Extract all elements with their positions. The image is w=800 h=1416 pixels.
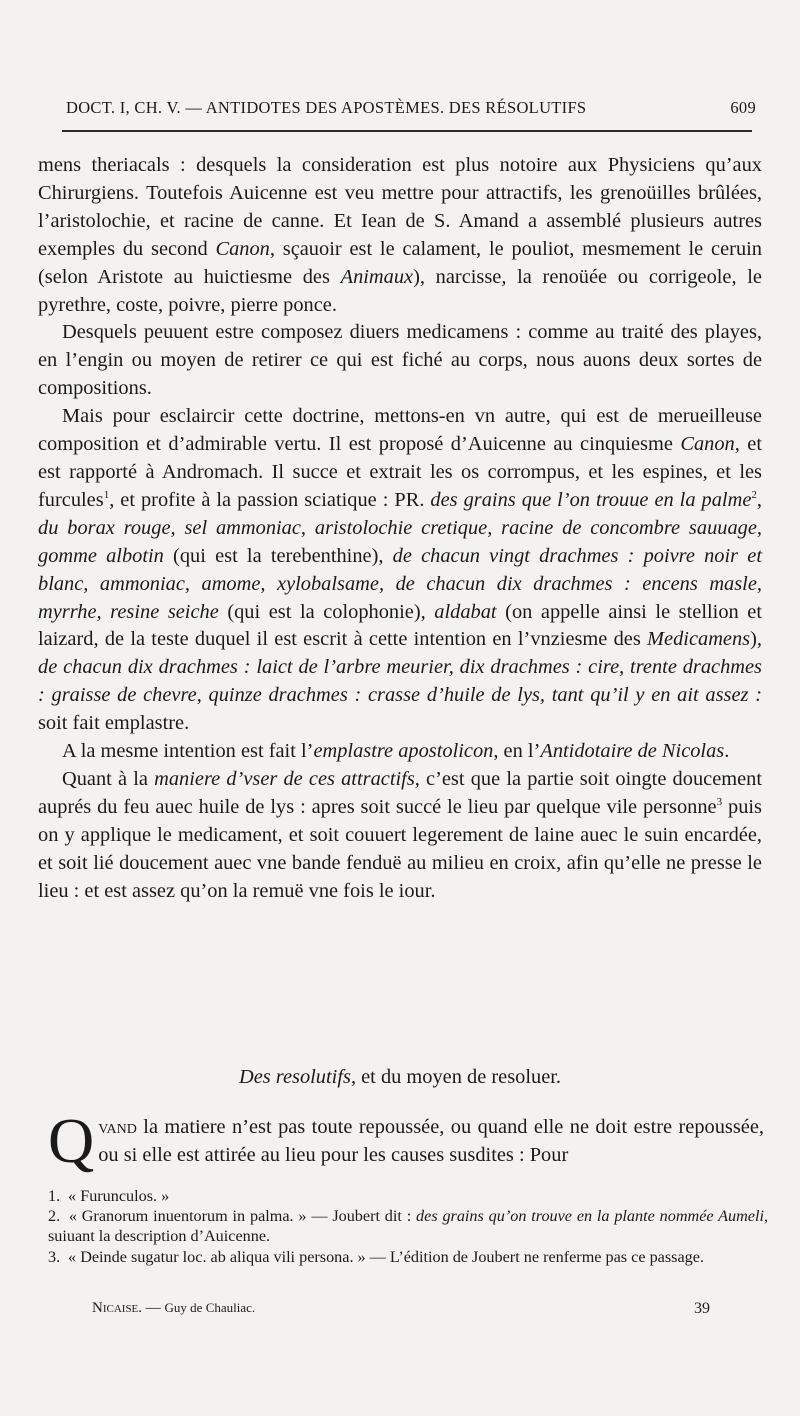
- footnotes: [48, 1186, 768, 1267]
- footer-dash: —: [145, 1300, 161, 1316]
- main-text: [38, 152, 762, 905]
- section-heading: Des resolutifs, et du moyen de resoluer.: [238, 1066, 562, 1088]
- paragraph-1: mens theriacals : desquels la consideration est plus notoire aux Physiciens qu’aux Chirurgiens. Toutefois Auicenne est veu mettre pour attractifs, les grenoüilles brûlées, l’aristolochie, et racine de canne. Et Iean de S. Amand a assemblé plusieurs autres exemples du second Canon, sçauoir est le calament, le pouliot, mesmement le ceruin (selon Aristote au huictiesme des Animaux), narcisse, la renoüée ou corrigeole, le pyrethre, coste, poivre, pierre ponce.: [38, 154, 762, 316]
- page-footer: [92, 1300, 710, 1317]
- footnote-ref-3[interactable]: 3: [716, 795, 723, 808]
- paragraph-4: A la mesme intention est fait l’emplastre apostolicon, en l’Antidotaire de Nicolas.: [62, 740, 730, 763]
- section-2-text: Qvand la matiere n’est pas toute repoussée, ou quand elle ne doit estre repoussée, ou si elle est attirée au lieu pour les causes susdites : Pour: [48, 1105, 764, 1176]
- footnote-2: 2. « Granorum inuentorum in palma. » — Joubert dit : des grains qu’on trouve en la plante nommée Aumeli, suiuant la description d’Auicenne.: [48, 1207, 768, 1246]
- running-title: DOCT. I, CH. V. — ANTIDOTES DES APOSTÈMES. DES RÉSOLUTIFS: [66, 98, 587, 117]
- header-rule: [62, 130, 752, 132]
- signature-mark: 39: [694, 1300, 710, 1317]
- footnote-ref-2[interactable]: 2: [751, 488, 757, 501]
- footer-author: Nicaise.: [92, 1300, 143, 1316]
- drop-cap: Q: [48, 1105, 95, 1176]
- footnote-1: 1. « Furunculos. »: [48, 1187, 170, 1205]
- running-header: [66, 98, 756, 118]
- footer-title: Guy de Chauliac.: [164, 1300, 256, 1315]
- page-number: 609: [730, 98, 756, 117]
- footnote-ref-1[interactable]: 1: [103, 488, 110, 501]
- footnote-3: 3. « Deinde sugatur loc. ab aliqua vili persona. » — L’édition de Joubert ne renferme pas ce passage.: [48, 1247, 704, 1266]
- paragraph-2: Desquels peuuent estre composez diuers medicamens : comme au traité des playes, en l’engin ou moyen de retirer ce qui est fiché au corps, nous auons deux sortes de compositions.: [38, 321, 762, 400]
- paragraph-3: Mais pour esclaircir cette doctrine, mettons-en vn autre, qui est de merueilleuse composition et d’admirable vertu. Il est proposé d’Auicenne au cinquiesme Canon, et est rapporté à Andromach. Il succe et extrait les os corrompus, et les espines, et les furcules$^1$, et profite à la passion sciatique : PR. des grains que l’on trouue en la palme$^2$, du borax rouge, sel ammoniac, aristolochie cretique, racine de concombre sauuage, gomme albotin (qui est la terebenthine), de chacun vingt drachmes : poivre noir et blanc, ammoniac, amome, xylobalsame, de chacun dix drachmes : encens masle, myrrhe, resine seiche (qui est la colophonie), aldabat (on appelle ainsi le stellion et laizard, de la teste duquel il est escrit à cette intention en l’vnziesme des Medicamens), de chacun dix drachmes : laict de l’arbre meurier, dix drachmes : cire, trente drachmes : graisse de chevre, quinze drachmes : crasse d’huile de lys, tant qu’il y en ait assez : soit fait emplastre.: [38, 405, 762, 735]
- paragraph-5: Quant à la maniere d’vser de ces attractifs, c’est que la partie soit oingte doucement auprés du feu auec huile de lys : apres soit succé le lieu par quelque vile personne$^3$ puis on y applique le medicament, et soit couuert legerement de laine auec le suin encardée, et soit lié doucement auec vne bande fenduë au milieu en croix, afin qu’elle ne presse le lieu : et est assez qu’on la remuë vne fois le iour.: [38, 767, 763, 902]
